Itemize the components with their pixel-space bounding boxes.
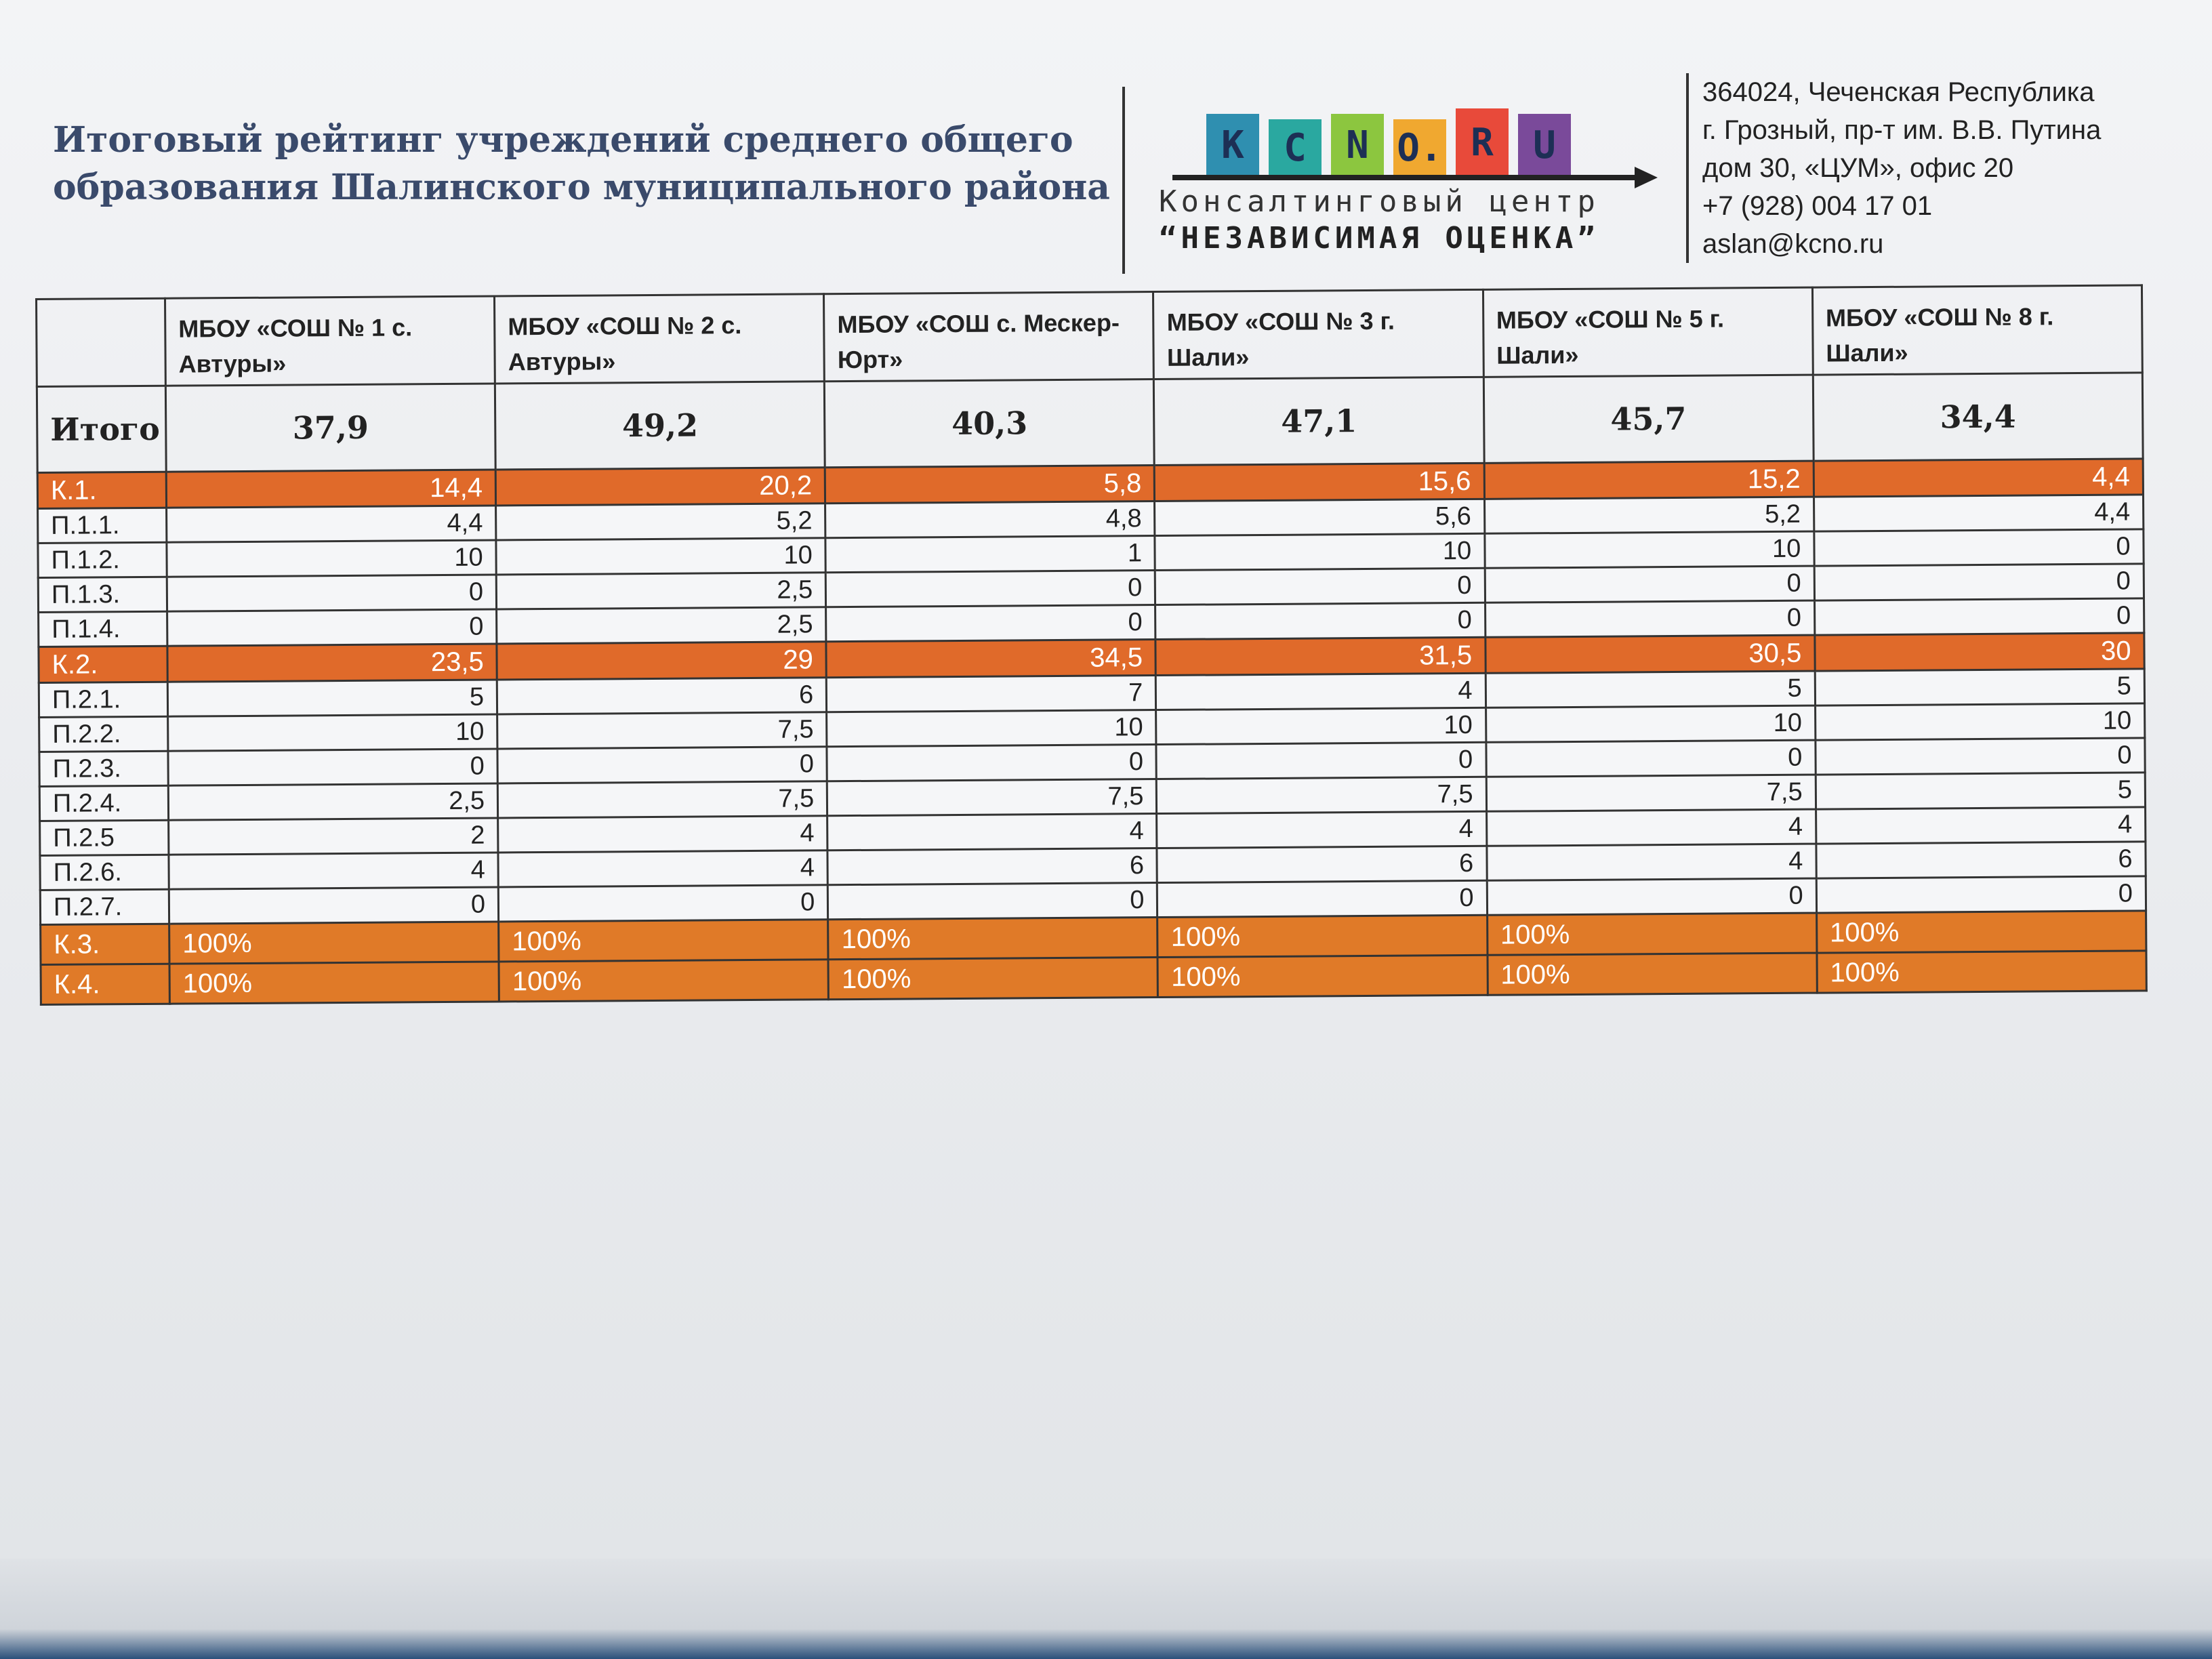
- score-cell: 100%: [169, 922, 499, 964]
- score-cell: 0: [167, 575, 496, 611]
- row-label: П.1.1.: [38, 508, 167, 543]
- total-row: [37, 373, 2143, 473]
- score-cell: 100%: [1487, 913, 1817, 955]
- row-label: П.1.3.: [38, 577, 167, 612]
- score-cell: 4: [498, 816, 827, 853]
- score-cell: 0: [1158, 880, 1487, 917]
- score-cell: 100%: [499, 920, 829, 962]
- total-value: 37,9: [165, 384, 495, 472]
- score-cell: 10: [167, 540, 496, 577]
- score-cell: 4,4: [167, 506, 496, 542]
- address-line: aslan@kcno.ru: [1702, 229, 1884, 259]
- score-cell: 7,5: [1157, 777, 1486, 813]
- logo-letter-block: N: [1331, 114, 1384, 176]
- total-value: 34,4: [1813, 373, 2143, 461]
- score-cell: 5: [1816, 773, 2146, 809]
- score-cell: 100%: [1158, 915, 1488, 957]
- score-cell: 0: [1814, 564, 2144, 600]
- score-cell: 0: [168, 749, 497, 785]
- row-label: П.2.2.: [39, 716, 168, 752]
- score-cell: 0: [1155, 602, 1485, 639]
- logo-letter-block: U: [1518, 114, 1571, 176]
- score-cell: 2,5: [497, 607, 826, 644]
- row-label: П.2.4.: [39, 785, 168, 821]
- score-cell: 7,5: [1486, 775, 1816, 811]
- score-cell: 0: [1156, 742, 1486, 779]
- total-label: Итого: [37, 386, 166, 472]
- score-cell: 10: [1155, 533, 1484, 570]
- score-cell: 0: [1155, 568, 1485, 605]
- score-cell: 2: [169, 818, 498, 855]
- header-divider-left: [1122, 87, 1125, 274]
- score-cell: 7,5: [827, 779, 1157, 816]
- score-cell: 15,2: [1484, 461, 1814, 499]
- score-cell: 0: [1486, 740, 1816, 777]
- score-cell: 34,5: [826, 640, 1155, 678]
- score-cell: 0: [826, 571, 1155, 607]
- header-divider-right: [1686, 73, 1689, 263]
- score-cell: 4: [827, 814, 1157, 851]
- score-cell: 20,2: [495, 468, 825, 506]
- score-cell: 4,4: [1814, 495, 2144, 531]
- score-cell: 100%: [499, 960, 829, 1002]
- score-cell: 30: [1815, 633, 2145, 671]
- column-header-school: МБОУ «СОШ № 5 г. Шали»: [1483, 287, 1813, 377]
- contact-address: [1702, 73, 2101, 263]
- score-cell: 10: [1484, 531, 1814, 568]
- score-cell: 10: [496, 538, 825, 575]
- score-cell: 0: [1814, 598, 2144, 635]
- score-cell: 15,6: [1155, 463, 1484, 501]
- score-cell: 10: [1156, 708, 1486, 744]
- logo-subtitle: Консалтинговый центр: [1159, 184, 1599, 219]
- score-cell: 100%: [1158, 955, 1488, 997]
- score-cell: 0: [1485, 566, 1814, 602]
- total-value: 40,3: [825, 380, 1155, 468]
- score-cell: 4,8: [825, 501, 1155, 538]
- score-cell: 0: [827, 745, 1156, 781]
- logo-tagline: “НЕЗАВИСИМАЯ ОЦЕНКА”: [1159, 221, 1599, 255]
- logo-letter-block: O.: [1393, 119, 1446, 176]
- column-header-school: МБОУ «СОШ № 2 с. Автуры»: [495, 294, 825, 384]
- score-cell: 5,6: [1155, 499, 1484, 535]
- score-cell: 5: [167, 680, 497, 716]
- kcno-logo: [1152, 95, 1667, 258]
- score-cell: 10: [168, 714, 497, 751]
- score-cell: 4: [169, 853, 498, 889]
- score-cell: 29: [497, 642, 826, 680]
- score-cell: 0: [826, 605, 1155, 642]
- total-value: 47,1: [1154, 377, 1484, 465]
- header-corner-cell: [37, 298, 166, 386]
- score-cell: 6: [1816, 842, 2146, 878]
- score-cell: 100%: [828, 958, 1158, 1000]
- score-cell: 1: [825, 536, 1155, 573]
- row-label: П.1.2.: [38, 542, 167, 577]
- logo-arrow-line: [1172, 175, 1640, 180]
- page-title: Итоговый рейтинг учреждений среднего общего образования Шалинского муниципального района: [53, 119, 1110, 208]
- score-cell: 6: [827, 848, 1157, 885]
- score-cell: 100%: [1817, 951, 2147, 993]
- row-label: П.2.5: [40, 820, 169, 855]
- row-label: К.4.: [41, 964, 169, 1004]
- logo-arrow-icon: [1635, 167, 1658, 188]
- score-cell: 6: [1157, 846, 1486, 882]
- logo-letter-block: R: [1456, 108, 1509, 176]
- screen-bottom-edge: [0, 1559, 2212, 1659]
- address-line: +7 (928) 004 17 01: [1702, 191, 1933, 221]
- score-cell: 2,5: [496, 573, 825, 609]
- score-cell: 7: [827, 676, 1156, 712]
- row-label: П.2.1.: [39, 682, 167, 717]
- total-value: 49,2: [495, 382, 825, 470]
- row-label: К.2.: [39, 646, 167, 682]
- score-cell: 6: [497, 678, 826, 714]
- score-cell: 4: [1157, 811, 1486, 848]
- total-value: 45,7: [1483, 375, 1814, 463]
- score-cell: 5: [1815, 669, 2145, 705]
- score-cell: 0: [167, 609, 497, 646]
- row-label: П.2.6.: [40, 855, 169, 890]
- score-cell: 100%: [169, 962, 499, 1004]
- address-line: 364024, Чеченская Республика: [1702, 77, 2095, 107]
- score-cell: 0: [1816, 876, 2146, 913]
- row-label: П.1.4.: [39, 611, 167, 647]
- score-cell: 0: [1487, 878, 1816, 915]
- rating-table: [35, 284, 2148, 1006]
- column-header-school: МБОУ «СОШ № 8 г. Шали»: [1812, 285, 2142, 375]
- column-header-school: МБОУ «СОШ № 3 г. Шали»: [1153, 289, 1483, 379]
- table-header-row: [37, 285, 2143, 387]
- logo-letter-block: K: [1206, 114, 1259, 176]
- score-cell: 0: [497, 747, 827, 783]
- score-cell: 0: [169, 887, 498, 924]
- score-cell: 10: [1815, 703, 2145, 740]
- score-cell: 2,5: [168, 783, 497, 820]
- score-cell: 4: [1156, 673, 1486, 710]
- score-cell: 10: [1486, 705, 1815, 742]
- row-label: К.1.: [37, 472, 166, 508]
- score-cell: 5: [1486, 671, 1815, 708]
- score-cell: 0: [498, 885, 827, 922]
- score-cell: 100%: [828, 918, 1158, 960]
- score-cell: 0: [1485, 600, 1814, 637]
- score-cell: 4: [1487, 844, 1816, 880]
- score-cell: 4: [1486, 809, 1816, 846]
- score-cell: 7,5: [497, 712, 827, 749]
- score-cell: 5,8: [825, 466, 1154, 504]
- score-cell: 10: [827, 710, 1156, 747]
- address-line: г. Грозный, пр-т им. В.В. Путина: [1702, 115, 2102, 145]
- score-cell: 4: [1816, 807, 2146, 844]
- score-cell: 0: [828, 883, 1158, 920]
- score-cell: 7,5: [497, 781, 827, 818]
- score-cell: 5,2: [1484, 497, 1814, 533]
- score-cell: 30,5: [1485, 635, 1814, 673]
- score-cell: 31,5: [1155, 637, 1485, 675]
- score-cell: 4,4: [1814, 459, 2144, 497]
- score-cell: 4: [498, 851, 827, 887]
- score-cell: 23,5: [167, 644, 497, 682]
- column-header-school: МБОУ «СОШ с. Мескер-Юрт»: [824, 292, 1154, 382]
- logo-letter-block: C: [1269, 119, 1322, 176]
- score-cell: 100%: [1488, 953, 1818, 995]
- row-label: П.2.7.: [40, 889, 169, 924]
- score-cell: 100%: [1816, 911, 2146, 953]
- score-cell: 0: [1816, 738, 2146, 775]
- logo-blocks: [1206, 95, 1586, 176]
- row-label: П.2.3.: [39, 751, 168, 786]
- score-cell: 14,4: [166, 470, 495, 508]
- score-cell: 5,2: [496, 504, 825, 540]
- column-header-school: МБОУ «СОШ № 1 с. Автуры»: [165, 296, 495, 386]
- address-line: дом 30, «ЦУМ», офис 20: [1702, 153, 2014, 183]
- row-label: К.3.: [41, 924, 169, 964]
- score-cell: 0: [1814, 529, 2144, 566]
